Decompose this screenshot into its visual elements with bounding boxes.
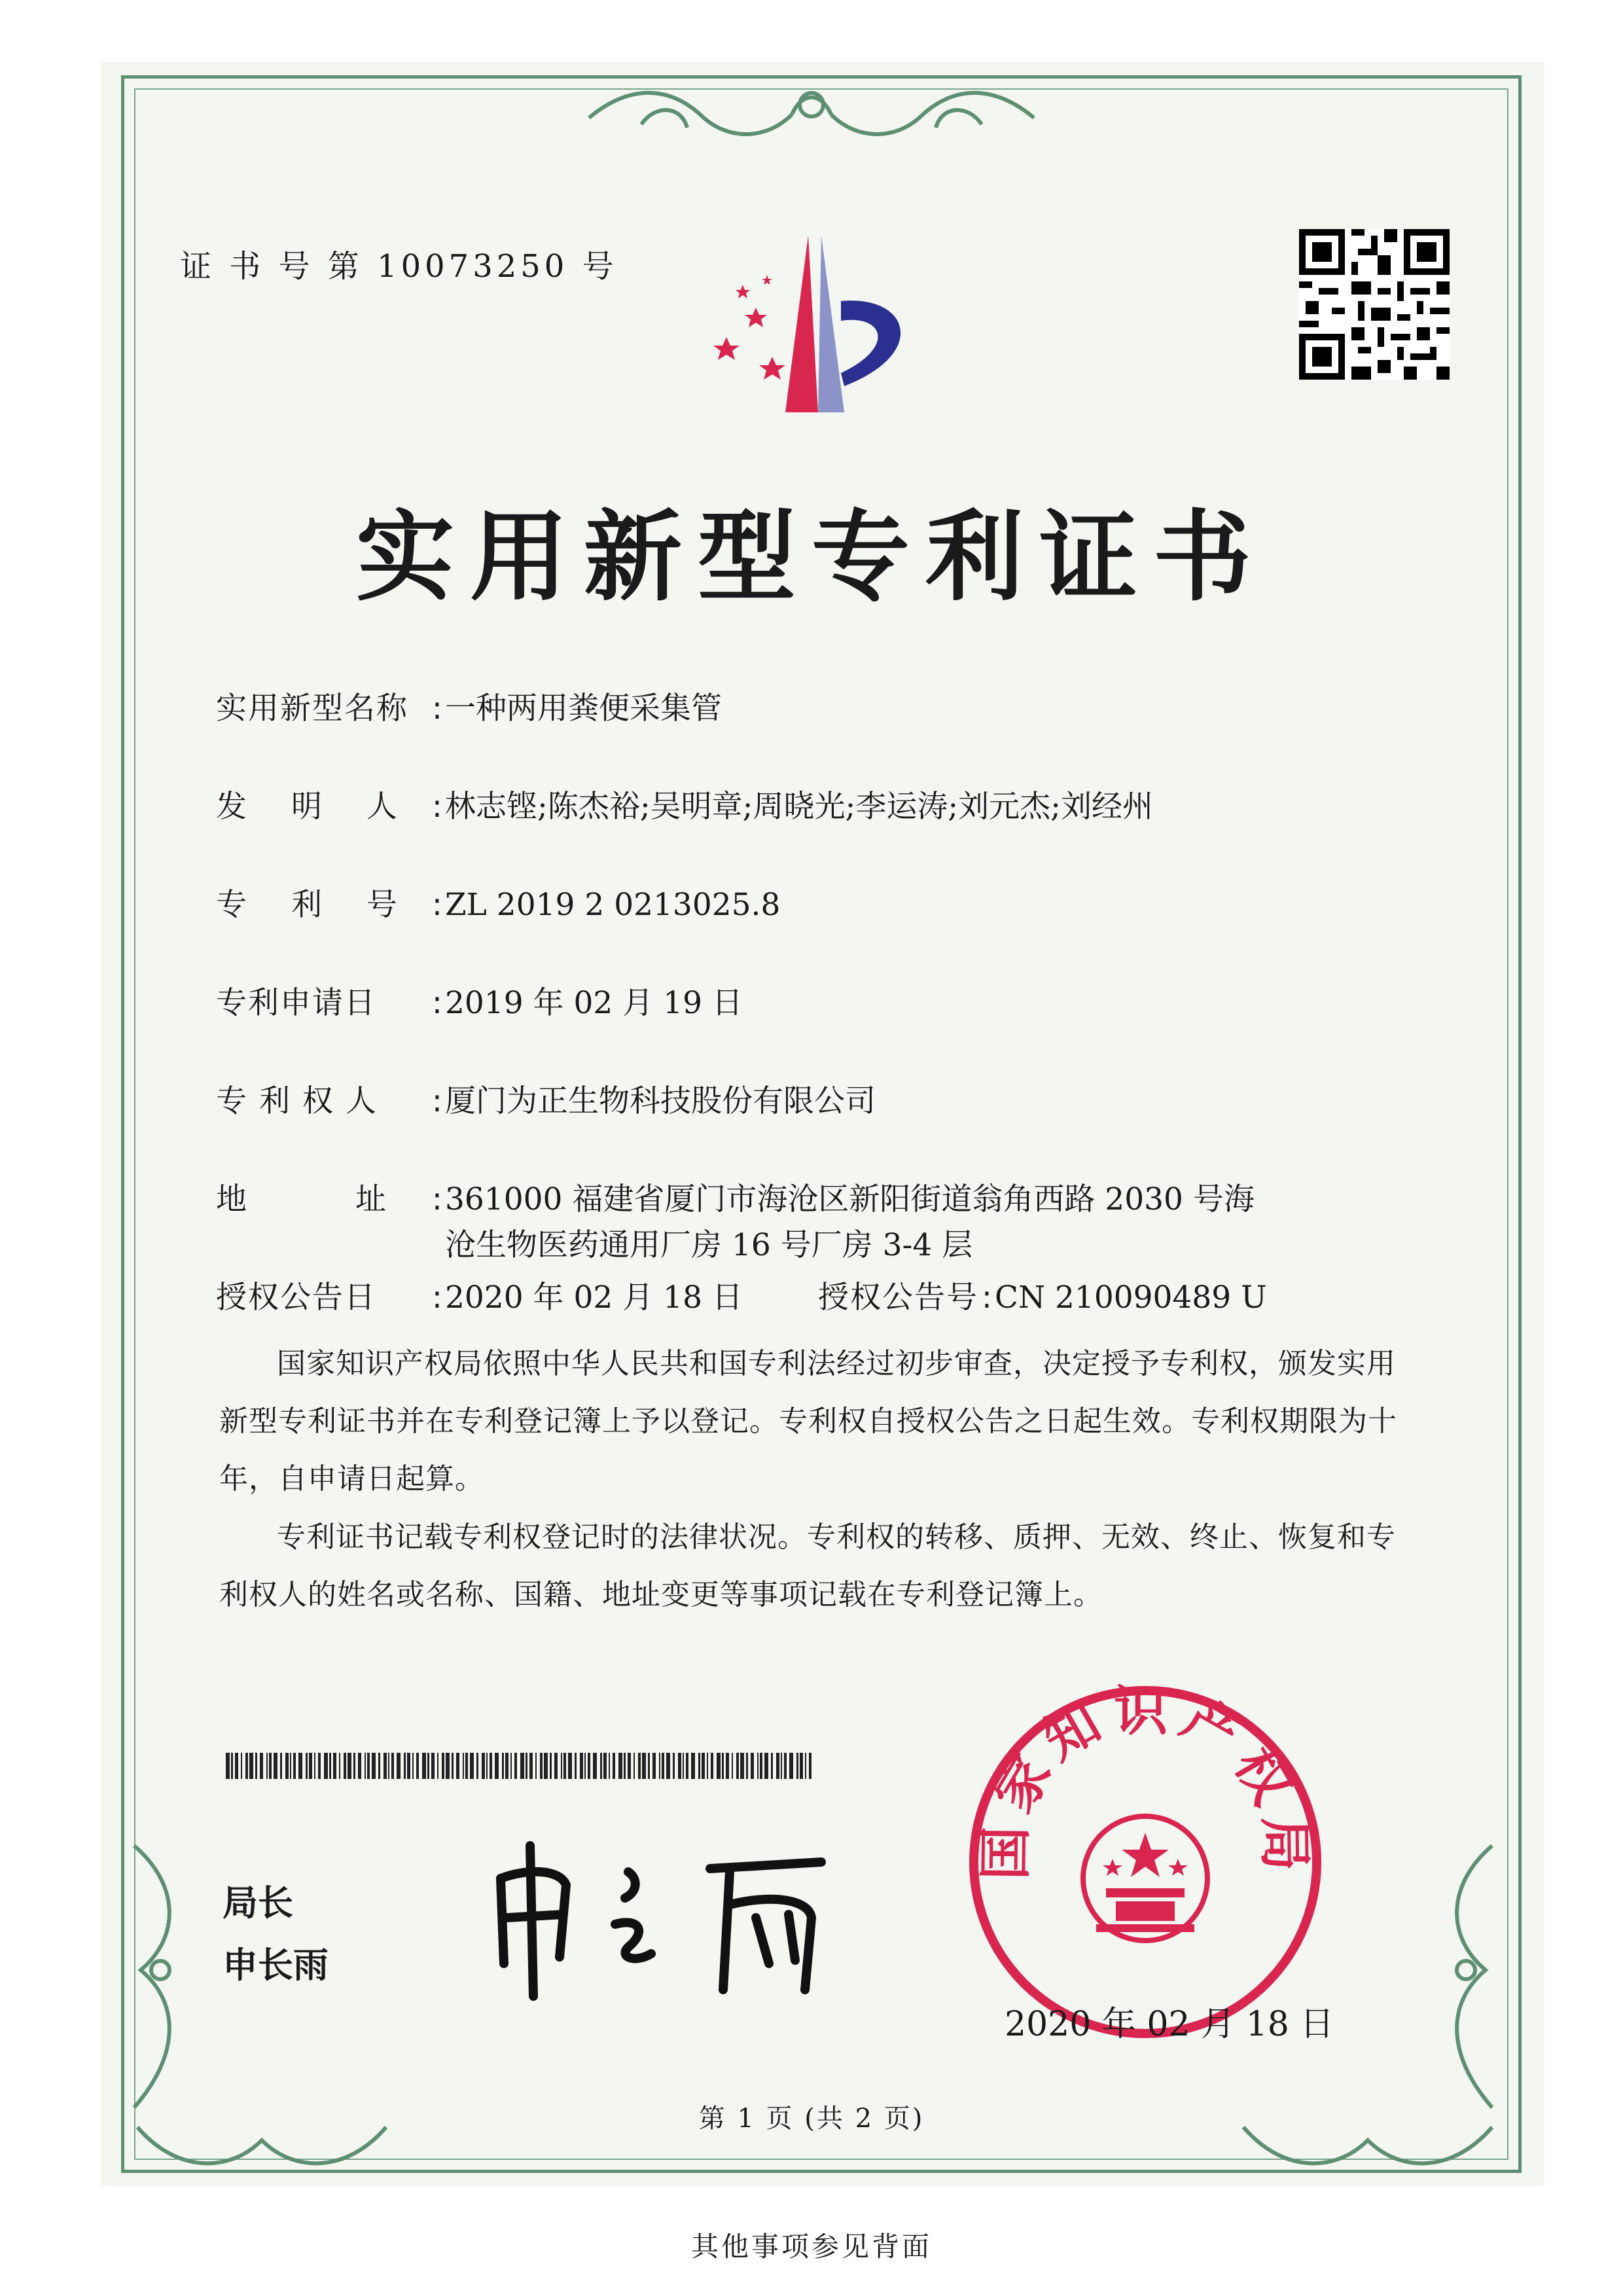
field-patentee: 专 利 权 人 :厦门为正生物科技股份有限公司 xyxy=(216,1077,876,1121)
official-seal-icon xyxy=(965,1682,1325,2042)
field-value: 2019 年 02 月 19 日 xyxy=(445,985,743,1021)
top-ornament-icon xyxy=(576,79,1047,151)
back-note: 其他事项参见背面 xyxy=(690,2231,932,2263)
field-filing-date: 专利申请日 :2019 年 02 月 19 日 xyxy=(216,978,743,1022)
field-grant-date: 授权公告日 :2020 年 02 月 18 日 xyxy=(216,1273,743,1317)
field-value: 林志铿;陈杰裕;吴明章;周晓光;李运涛;刘元杰;刘经州 xyxy=(445,789,1154,825)
field-label: 专 利 权 人 xyxy=(216,1083,378,1119)
seal-date: 2020 年 02 月 18 日 xyxy=(1005,2005,1334,2044)
corner-ornament-icon xyxy=(1427,1833,1505,2121)
field-label: 授权公告号 xyxy=(818,1280,978,1316)
field-value: CN 210090489 U xyxy=(995,1280,1267,1316)
barcode-icon xyxy=(226,1753,818,1779)
svg-text:国家知识产权局: 国家知识产权局 xyxy=(974,1682,1316,1881)
director-title: 局长 xyxy=(223,1882,293,1924)
field-label: 地 址 xyxy=(216,1181,387,1217)
director-name: 申长雨 xyxy=(223,1945,329,1986)
field-inventor: 发 明 人 :林志铿;陈杰裕;吴明章;周晓光;李运涛;刘元杰;刘经州 xyxy=(216,782,1153,826)
field-value: 厦门为正生物科技股份有限公司 xyxy=(445,1083,876,1119)
field-value: ZL 2019 2 0213025.8 xyxy=(445,887,781,923)
certificate-title: 实用新型专利证书 xyxy=(355,501,1267,615)
director-signature-icon xyxy=(481,1833,847,2003)
field-address-line2 xyxy=(445,1221,972,1265)
field-label: 授权公告日 xyxy=(216,1280,376,1316)
field-patent-number: 专 利 号 :ZL 2019 2 0213025.8 xyxy=(216,880,780,924)
field-address: 地 址 :361000 福建省厦门市海沧区新阳街道翁角西路 2030 号海 xyxy=(216,1175,1255,1219)
field-grant-number: 授权公告号 :CN 210090489 U xyxy=(818,1273,1267,1317)
qr-code-icon xyxy=(1299,229,1450,380)
field-value: 一种两用粪便采集管 xyxy=(445,691,722,726)
field-value: 沧生物医药通用厂房 16 号厂房 3-4 层 xyxy=(445,1227,973,1263)
field-label: 专 利 号 xyxy=(216,887,399,923)
grant-statement-paragraph: 国家知识产权局依照中华人民共和国专利法经过初步审查，决定授予专利权，颁发实用新型专利证书并在专利登记簿上予以登记。专利权自授权公告之日起生效。专利权期限为十年，自申请日起算。 xyxy=(219,1347,1397,1496)
legal-status-paragraph: 专利证书记载专利权登记时的法律状况。专利权的转移、质押、无效、终止、恢复和专利权人的姓名或名称、国籍、地址变更等事项记载在专利登记簿上。 xyxy=(219,1520,1396,1611)
field-label: 专利申请日 xyxy=(216,985,376,1021)
field-utility-model-name: 实用新型名称 :一种两用粪便采集管 xyxy=(216,684,722,728)
patent-office-logo-icon xyxy=(694,223,955,419)
field-label: 发 明 人 xyxy=(216,789,399,825)
field-value: 2020 年 02 月 18 日 xyxy=(445,1280,743,1316)
certificate-number: 证 书 号 第 10073250 号 xyxy=(180,248,618,285)
field-value: 361000 福建省厦门市海沧区新阳街道翁角西路 2030 号海 xyxy=(445,1181,1255,1217)
page-number: 第 1 页 (共 2 页) xyxy=(698,2104,925,2134)
corner-ornament-icon xyxy=(121,1833,200,2121)
field-label: 实用新型名称 xyxy=(216,691,408,726)
